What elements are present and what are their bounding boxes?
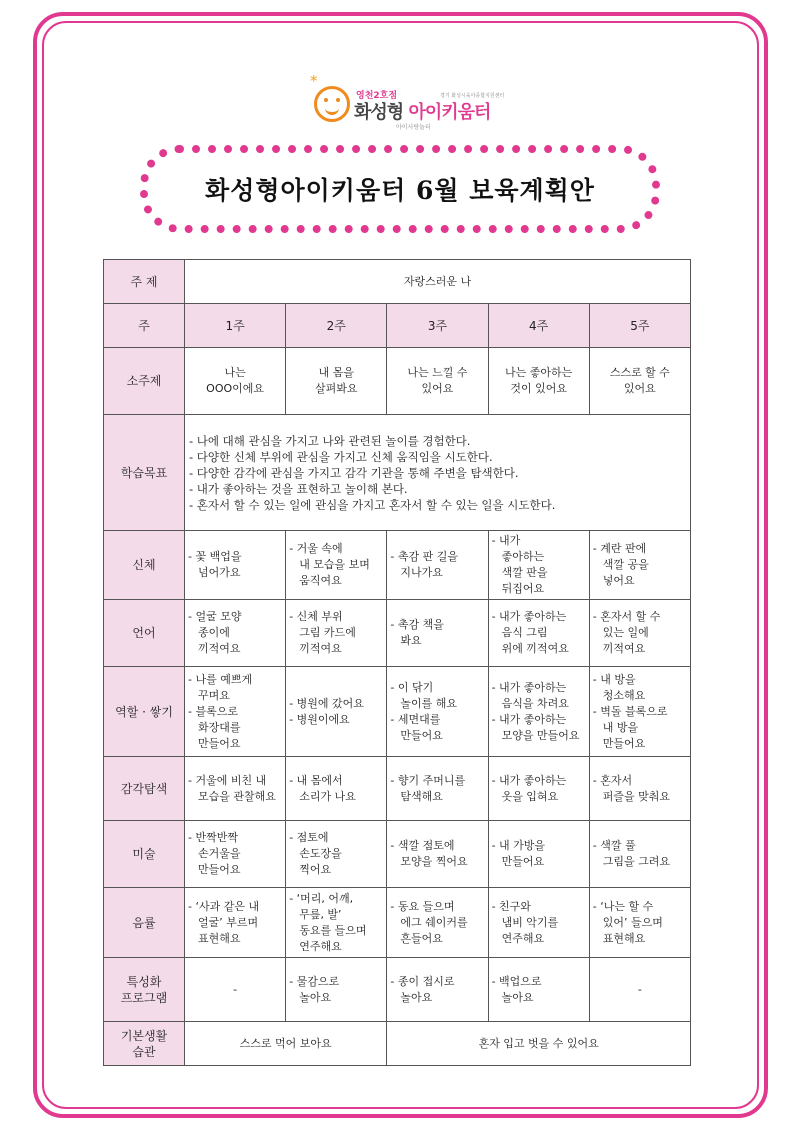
subtopic-cell — [488, 348, 589, 415]
cell-text: 끼적여요 — [602, 642, 646, 655]
center-logo — [300, 70, 520, 140]
week-cell: 2주 — [286, 304, 387, 348]
cell-text: 손도장을 — [299, 847, 342, 860]
activity-row — [104, 667, 691, 757]
habits-weeks-1-2: 스스로 먹어 보아요 — [185, 1022, 387, 1066]
cell-text: - 계란 판에 — [592, 542, 647, 555]
cell-text: - — [233, 982, 238, 996]
cell-text: - — [637, 982, 642, 996]
theme-value: 자랑스러운 나 — [185, 260, 691, 304]
week-cell: 3주 — [387, 304, 488, 348]
cell-text: 뒤집어요 — [501, 582, 545, 595]
activity-row — [104, 757, 691, 821]
subtopic-label: 소주제 — [104, 348, 185, 415]
cell-text: - 신체 부위 — [289, 610, 343, 623]
cell-text: 색깔 판을 — [501, 566, 548, 579]
cell-text: 색깔 공을 — [602, 558, 649, 571]
activity-cell — [488, 600, 589, 667]
cell-text: 움직여요 — [299, 574, 342, 587]
activity-cell — [286, 888, 387, 958]
week-cell: 5주 — [589, 304, 690, 348]
cell-text: - 촉감 책을 — [390, 618, 444, 631]
activity-cell — [589, 888, 690, 958]
label-text: 미술 — [132, 847, 156, 861]
cell-text: 있는 일에 — [602, 626, 649, 639]
cell-text: - 나를 예쁘게 — [188, 672, 253, 686]
cell-text: 스스로 할 수 — [609, 366, 670, 379]
activity-cell — [589, 821, 690, 888]
activity-cell — [286, 958, 387, 1022]
cell-text: 살펴봐요 — [315, 382, 358, 395]
cell-text: - ‘머리, 어깨, — [289, 891, 354, 905]
star-icon: * — [310, 72, 318, 90]
cell-text: 종이에 — [198, 626, 230, 639]
cell-text: - 얼굴 모양 — [188, 610, 242, 623]
title-box — [140, 145, 660, 233]
cell-text: 있어요 — [623, 382, 656, 395]
cell-text: - 이 닦기 — [390, 680, 434, 694]
cell-text: 연주해요 — [299, 939, 342, 953]
cell-text: - 색깔 풀 — [592, 839, 636, 852]
cell-text: 넣어요 — [602, 574, 635, 587]
label-text: 신체 — [132, 558, 156, 572]
activity-cell — [589, 667, 690, 757]
cell-text: 흔들어요 — [400, 931, 443, 945]
cell-text: - 내가 좋아하는 — [491, 610, 567, 623]
theme-row — [104, 260, 691, 304]
cell-text: 내 모습을 보며 — [299, 558, 370, 571]
cell-text: 음식 그림 — [501, 626, 548, 639]
cell-text: - 촉감 판 길을 — [390, 550, 458, 563]
activity-cell — [387, 821, 488, 888]
label-text: 습관 — [132, 1044, 156, 1059]
cell-text: - 종이 접시로 — [390, 974, 455, 988]
smile-face-icon — [314, 86, 350, 122]
cell-text: - 향기 주머니를 — [390, 773, 466, 787]
activity-row — [104, 888, 691, 958]
activity-label — [104, 667, 185, 757]
activity-label — [104, 958, 185, 1022]
cell-text: 옷을 입혀요 — [501, 789, 559, 803]
cell-text: 나는 느낄 수 — [407, 366, 468, 379]
cell-text: 내 몸을 — [318, 366, 354, 379]
week-label: 주 — [104, 304, 185, 348]
habits-label — [104, 1022, 185, 1066]
cell-text: 놀아요 — [501, 990, 534, 1004]
cell-text: 위에 끼적여요 — [501, 642, 569, 655]
activity-row — [104, 821, 691, 888]
activity-cell — [589, 600, 690, 667]
cell-text: 놀이를 해요 — [400, 696, 458, 710]
cell-text: 봐요 — [400, 634, 422, 647]
label-text: 기본생활 — [120, 1028, 168, 1043]
cell-text: 무릎, 발’ — [299, 907, 342, 921]
activity-cell — [387, 958, 488, 1022]
activity-cell — [286, 667, 387, 757]
cell-text: 에그 쉐이커를 — [400, 915, 468, 929]
activity-cell — [589, 531, 690, 600]
cell-text: 넘어가요 — [198, 566, 241, 579]
cell-text: 내 방을 — [602, 720, 639, 734]
goal-item: - 혼자서 할 수 있는 일에 관심을 가지고 혼자서 할 수 있는 일을 시도한다. — [189, 497, 556, 512]
goal-item: - 나에 대해 관심을 가지고 나와 관련된 놀이를 경험한다. — [189, 433, 471, 448]
cell-text: 좋아하는 — [501, 550, 545, 563]
activity-cell — [185, 600, 286, 667]
cell-text: 탐색해요 — [400, 789, 443, 803]
cell-text: 끼적여요 — [198, 642, 241, 655]
cell-text: - 혼자서 — [592, 773, 633, 787]
subtopic-row — [104, 348, 691, 415]
theme-label: 주 제 — [104, 260, 185, 304]
activity-cell — [387, 531, 488, 600]
cell-text: 퍼즐을 맞춰요 — [602, 789, 671, 803]
habits-row — [104, 1022, 691, 1066]
label-text: 언어 — [132, 626, 156, 640]
week-cell: 1주 — [185, 304, 286, 348]
cell-text: 것이 있어요 — [510, 382, 567, 395]
logo-top-text: 경기 화성시육아종합지원센터 — [440, 93, 505, 99]
cell-text: 표현해요 — [602, 931, 646, 945]
cell-text: 모양을 만들어요 — [501, 728, 580, 742]
cell-text: 표현해요 — [198, 931, 241, 945]
week-cell: 4주 — [488, 304, 589, 348]
activity-label — [104, 531, 185, 600]
activity-label — [104, 821, 185, 888]
cell-text: 만들어요 — [400, 728, 443, 742]
cell-text: 놀아요 — [299, 990, 332, 1004]
subtopic-cell — [589, 348, 690, 415]
activity-cell — [387, 667, 488, 757]
activity-cell — [589, 757, 690, 821]
activity-label — [104, 757, 185, 821]
activity-cell — [488, 531, 589, 600]
subtopic-cell — [185, 348, 286, 415]
cell-text: 만들어요 — [501, 855, 545, 868]
cell-text: 청소해요 — [602, 688, 646, 702]
goal-item: - 내가 좋아하는 것을 표현하고 놀이해 본다. — [189, 481, 408, 496]
cell-text: 연주해요 — [501, 931, 545, 945]
cell-text: - 백업으로 — [491, 974, 542, 988]
cell-text: 얼굴’ 부르며 — [198, 915, 259, 929]
cell-text: - ‘사과 같은 내 — [188, 899, 260, 913]
subtopic-cell — [387, 348, 488, 415]
label-text: 프로그램 — [120, 990, 168, 1005]
activity-label — [104, 600, 185, 667]
cell-text: - 병원에 갔어요 — [289, 696, 364, 710]
cell-text: - 점토에 — [289, 831, 329, 844]
cell-text: - 꽃 백업을 — [188, 550, 242, 563]
activity-cell — [286, 757, 387, 821]
cell-text: - 내 몸에서 — [289, 773, 343, 787]
activity-cell — [488, 958, 589, 1022]
activity-label — [104, 888, 185, 958]
page-title: 화성형아이키움터 6월 보육계획안 — [205, 176, 595, 205]
cell-text: - 내가 좋아하는 — [491, 712, 567, 726]
activity-cell — [185, 958, 286, 1022]
cell-text: - 색깔 점토에 — [390, 839, 455, 852]
cell-text: 지나가요 — [400, 566, 443, 579]
goals-row — [104, 415, 691, 531]
activity-cell — [185, 531, 286, 600]
cell-text: - 내가 좋아하는 — [491, 773, 567, 787]
cell-text: 그림을 그려요 — [602, 855, 671, 868]
cell-text: 꾸며요 — [198, 688, 230, 702]
activity-row — [104, 531, 691, 600]
subtopic-cell — [286, 348, 387, 415]
cell-text: 그림 카드에 — [299, 626, 356, 639]
cell-text: 만들어요 — [198, 736, 241, 750]
activity-cell — [286, 821, 387, 888]
cell-text: - 내 방을 — [592, 672, 636, 686]
cell-text: 모양을 찍어요 — [400, 855, 468, 868]
activity-row — [104, 600, 691, 667]
activity-row — [104, 958, 691, 1022]
cell-text: - 내 가방을 — [491, 839, 546, 852]
cell-text: 있어’ 들으며 — [602, 915, 663, 929]
activity-cell — [387, 888, 488, 958]
cell-text: - 벽돌 블록으로 — [592, 704, 668, 718]
label-text: 역할 · 쌓기 — [115, 704, 173, 719]
cell-text: 있어요 — [421, 382, 454, 395]
cell-text: 끼적여요 — [299, 642, 342, 655]
cell-text: - 친구와 — [491, 899, 531, 913]
cell-text: 화장대를 — [198, 720, 241, 734]
logo-tagline: 아이사랑놀터 — [396, 124, 431, 131]
goals-label: 학습목표 — [104, 415, 185, 531]
goals-list — [185, 415, 691, 531]
cell-text: 모습을 관찰해요 — [198, 789, 276, 803]
activity-cell — [185, 888, 286, 958]
cell-text: 손거울을 — [198, 847, 241, 860]
activity-cell — [286, 600, 387, 667]
plan-table — [103, 259, 691, 1066]
cell-text: 소리가 나요 — [299, 789, 356, 803]
week-row — [104, 304, 691, 348]
cell-text: - 세면대를 — [390, 712, 441, 726]
cell-text: 음식을 차려요 — [501, 696, 569, 710]
cell-text: - 반짝반짝 — [188, 831, 238, 844]
label-text: 특성화 — [126, 974, 162, 989]
cell-text: 만들어요 — [198, 863, 241, 876]
activity-cell — [185, 821, 286, 888]
cell-text: 동요를 들으며 — [299, 923, 367, 937]
cell-text: 나는 — [224, 366, 246, 379]
cell-text: 냄비 악기를 — [501, 915, 559, 929]
goal-item: - 다양한 감각에 관심을 가지고 감각 기관을 통해 주변을 탐색한다. — [189, 465, 519, 480]
cell-text: - ‘나는 할 수 — [592, 899, 654, 913]
activity-cell — [488, 667, 589, 757]
cell-text: - 병원이에요 — [289, 712, 350, 726]
logo-subtitle: 영천2호점 — [356, 91, 398, 101]
habits-weeks-3-5: 혼자 입고 벗을 수 있어요 — [387, 1022, 691, 1066]
activity-cell — [589, 958, 690, 1022]
activity-cell — [185, 667, 286, 757]
cell-text: - 거울 속에 — [289, 542, 343, 555]
cell-text: 놀아요 — [400, 990, 433, 1004]
cell-text: - 물감으로 — [289, 974, 340, 988]
cell-text: - 블록으로 — [188, 704, 238, 718]
cell-text: - 동요 들으며 — [390, 899, 455, 913]
cell-text: OOO이에요 — [206, 382, 265, 395]
cell-text: 나는 좋아하는 — [505, 366, 573, 379]
activity-cell — [185, 757, 286, 821]
activity-cell — [387, 600, 488, 667]
cell-text: - 내가 좋아하는 — [491, 680, 567, 694]
activity-cell — [286, 531, 387, 600]
goal-item: - 다양한 신체 부위에 관심을 가지고 신체 움직임을 시도한다. — [189, 449, 493, 464]
activity-cell — [488, 821, 589, 888]
activity-cell — [387, 757, 488, 821]
cell-text: - 거울에 비친 내 — [188, 773, 267, 787]
activity-cell — [488, 757, 589, 821]
cell-text: - 내가 — [491, 534, 521, 547]
activity-cell — [488, 888, 589, 958]
cell-text: 만들어요 — [602, 736, 646, 750]
cell-text: - 혼자서 할 수 — [592, 610, 661, 623]
label-text: 음률 — [132, 915, 156, 930]
logo-name: 화성형 아이키움터 — [354, 102, 491, 123]
label-text: 감각탐색 — [120, 781, 168, 796]
cell-text: 찍어요 — [299, 863, 332, 876]
